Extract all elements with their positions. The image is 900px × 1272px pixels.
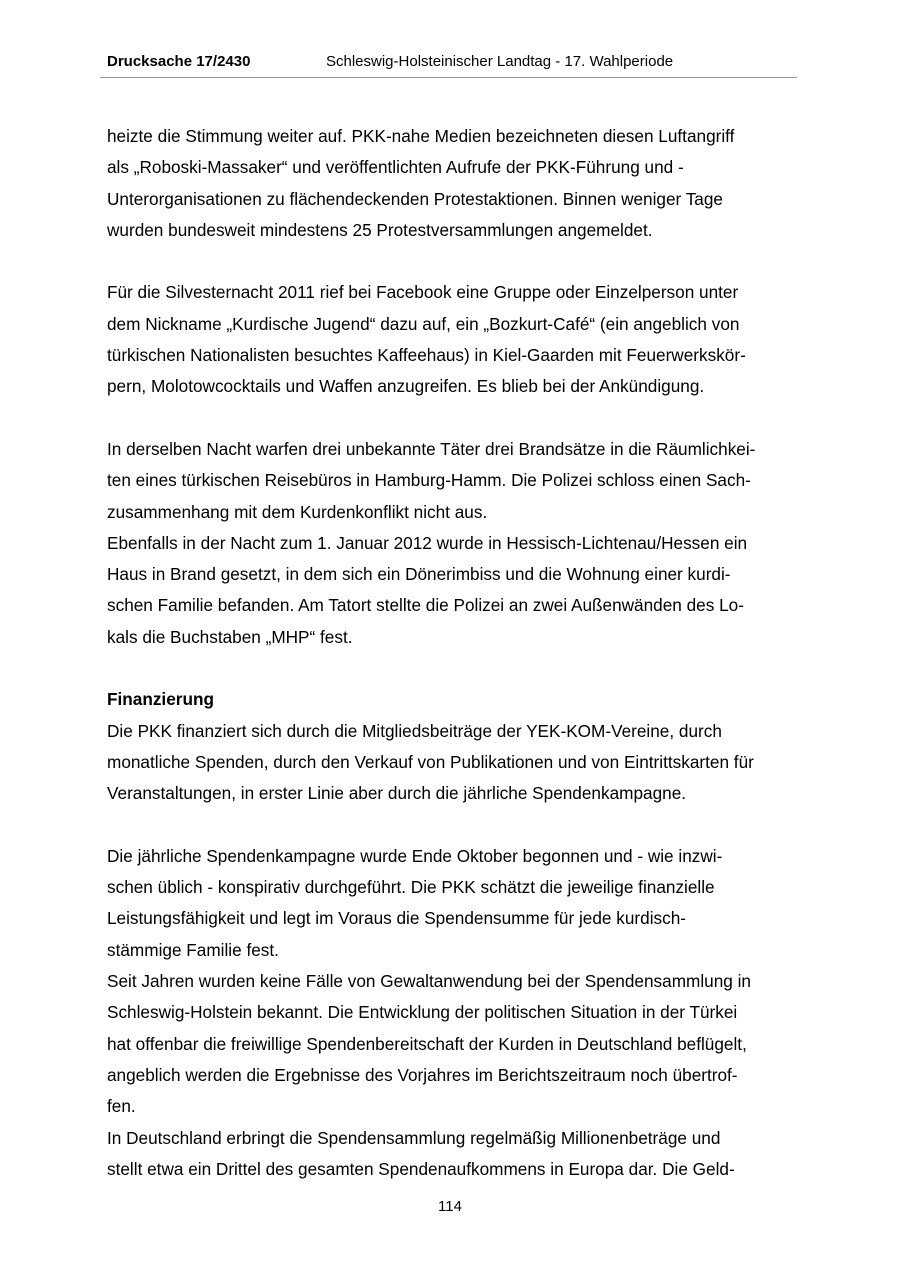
text-line: Schleswig-Holstein bekannt. Die Entwicklung der politischen Situation in der Türkei [107, 1002, 738, 1023]
text-line: schen üblich - konspirativ durchgeführt. Die PKK schätzt die jeweilige finanzielle [107, 877, 715, 898]
document-source: Schleswig-Holsteinischer Landtag - 17. Wahlperiode [326, 53, 674, 70]
paragraph-spacer [107, 653, 797, 684]
document-number: Drucksache 17/2430 [107, 53, 251, 70]
text-line: dem Nickname „Kurdische Jugend“ dazu auf, ein „Bozkurt-Café“ (ein angeblich von [107, 313, 740, 334]
paragraph [107, 841, 797, 1185]
paragraph [107, 121, 797, 246]
text-line: Die PKK finanziert sich durch die Mitgliedsbeiträge der YEK-KOM-Vereine, durch [107, 720, 722, 741]
text-line: heizte die Stimmung weiter auf. PKK-nahe Medien bezeichneten diesen Luftangriff [107, 126, 735, 146]
text-line: Für die Silvesternacht 2011 rief bei Facebook eine Gruppe oder Einzelperson unter [107, 282, 739, 303]
text-line: Seit Jahren wurden keine Fälle von Gewaltanwendung bei der Spendensammlung in [107, 971, 751, 992]
text-line: Haus in Brand gesetzt, in dem sich ein Dönerimbiss und die Wohnung einer kurdi- [107, 564, 731, 585]
page-number: 114 [438, 1198, 462, 1215]
paragraph-spacer [107, 810, 797, 841]
paragraph-spacer [107, 246, 797, 277]
text-line: Die jährliche Spendenkampagne wurde Ende Oktober begonnen und - wie inzwi- [107, 845, 723, 866]
paragraph [107, 434, 797, 653]
paragraph-spacer [107, 403, 797, 434]
document-body [107, 121, 797, 1185]
section-heading: Finanzierung [107, 689, 214, 710]
text-line: türkischen Nationalisten besuchtes Kaffeehaus) in Kiel-Gaarden mit Feuerwerkskör- [107, 345, 746, 366]
text-line: stellt etwa ein Drittel des gesamten Spendenaufkommens in Europa dar. Die Geld- [107, 1158, 735, 1179]
text-line: Veranstaltungen, in erster Linie aber durch die jährliche Spendenkampagne. [107, 783, 687, 804]
text-line: pern, Molotowcocktails und Waffen anzugreifen. Es blieb bei der Ankündigung. [107, 376, 705, 397]
text-line: stämmige Familie fest. [107, 939, 279, 960]
header-divider [100, 77, 797, 78]
text-line: Leistungsfähigkeit und legt im Voraus die Spendensumme für jede kurdisch- [107, 908, 686, 929]
text-line: fen. [107, 1096, 136, 1117]
text-line: angeblich werden die Ergebnisse des Vorjahres im Berichtszeitraum noch übertrof- [107, 1064, 738, 1085]
text-line: monatliche Spenden, durch den Verkauf von Publikationen und von Eintrittskarten für [107, 751, 754, 772]
text-line: als „Roboski-Massaker“ und veröffentlichten Aufrufe der PKK-Führung und - [107, 157, 684, 178]
page-header [107, 53, 797, 73]
text-line: zusammenhang mit dem Kurdenkonflikt nicht aus. [107, 501, 488, 522]
text-line: In derselben Nacht warfen drei unbekannte Täter drei Brandsätze in die Räumlichkei- [107, 438, 756, 459]
text-line: schen Familie befanden. Am Tatort stellte die Polizei an zwei Außenwänden des Lo- [107, 595, 744, 616]
text-line: Ebenfalls in der Nacht zum 1. Januar 2012 wurde in Hessisch-Lichtenau/Hessen ein [107, 532, 748, 553]
text-line: Unterorganisationen zu flächendeckenden Protestaktionen. Binnen weniger Tage [107, 188, 723, 209]
text-line: ten eines türkischen Reisebüros in Hamburg-Hamm. Die Polizei schloss einen Sach- [107, 470, 751, 491]
paragraph [107, 684, 797, 809]
text-line: wurden bundesweit mindestens 25 Protestversammlungen angemeldet. [107, 219, 653, 240]
text-line: kals die Buchstaben „MHP“ fest. [107, 626, 353, 647]
text-line: In Deutschland erbringt die Spendensammlung regelmäßig Millionenbeträge und [107, 1127, 721, 1148]
paragraph [107, 277, 797, 402]
text-line: hat offenbar die freiwillige Spendenbereitschaft der Kurden in Deutschland beflügelt, [107, 1033, 747, 1054]
